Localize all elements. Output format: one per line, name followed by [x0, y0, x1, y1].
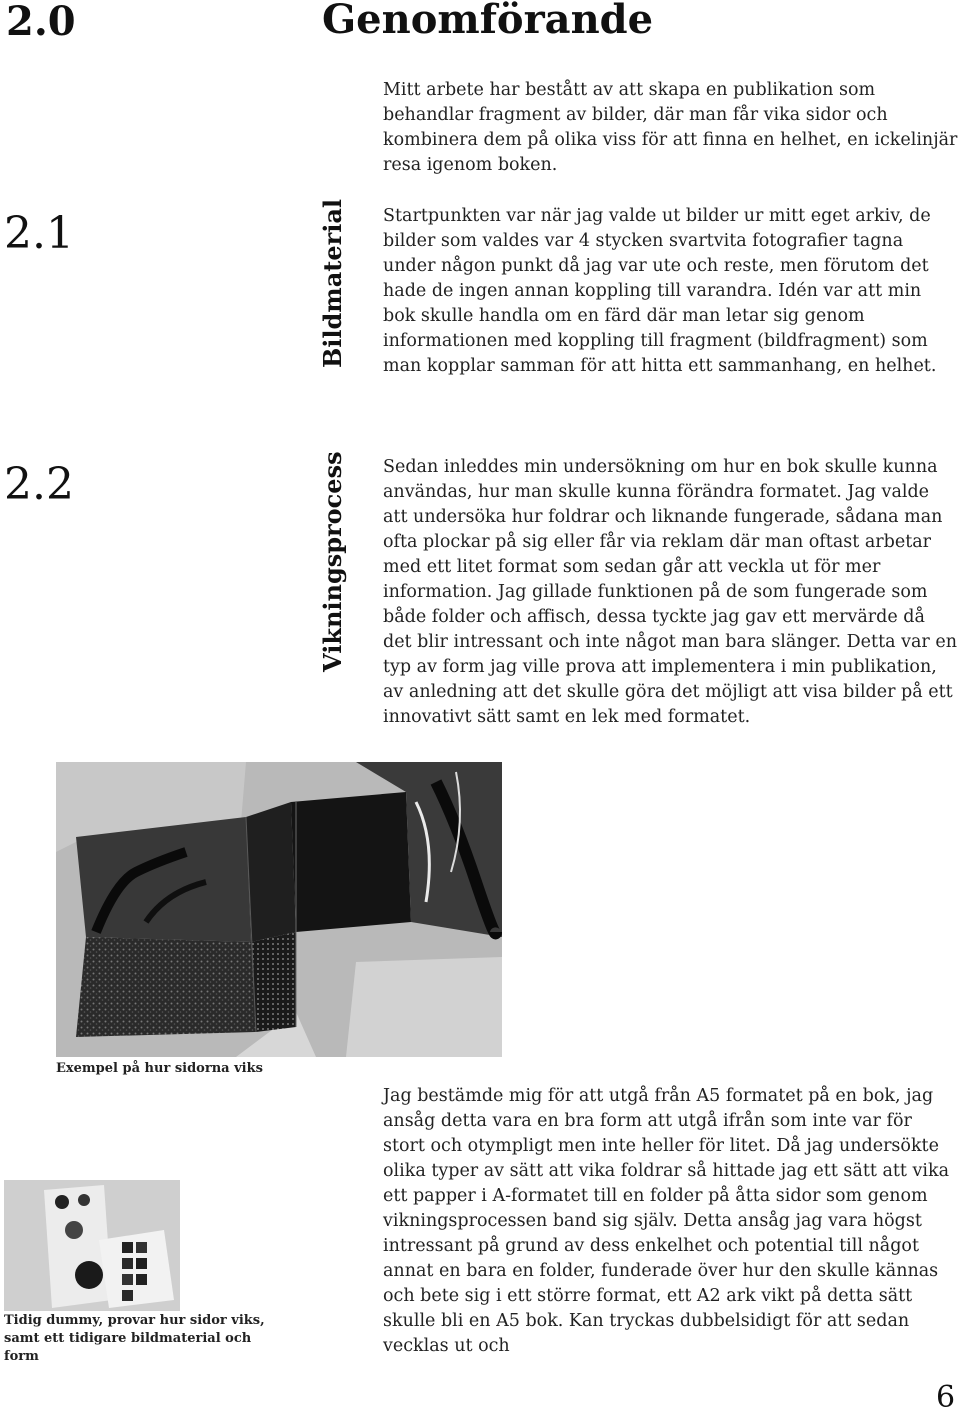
dummy-photo — [4, 1180, 180, 1311]
section-1-paragraph: Startpunkten var när jag valde ut bilder ur mitt eget arkiv, de bilder som valdes var 4 stycken svartvita fotografier tagna under någon punkt då jag var ute och reste, men förutom det hade de ingen annan koppling till varandra. Idén var att min bok skulle handla om en färd där man letar sig genom informationen med koppling till fragment (bildfragment) som man kopplar samman för att hitta ett sammanhang, en helhet. — [383, 206, 937, 376]
closing-paragraph: Jag bestämde mig för att utgå från A5 formatet på en bok, jag ansåg detta vara en bra form att utgå ifrån som inte var för stort och otympligt men inte heller för litet. Då jag undersökte olika typer av sätt att vika foldrar så hittade jag ett sätt att vika ett papper i A-formatet till en folder på åtta sidor som genom vikningsprocessen band sig själv. Detta ansåg jag vara högst intressant på grund av dess enkelhet och potential till något annat en bara en folder, funderade över hur den skulle kännas och bete sig i ett större format, ett A2 ark vikt på detta sätt skulle bli en A5 bok. Kan tryckas dubbelsidigt för att sedan vecklas ut och — [383, 1086, 950, 1356]
figure-1-caption: Exempel på hur sidorna viks — [56, 1061, 263, 1076]
intro-paragraph: Mitt arbete har bestått av att skapa en publikation som behandlar fragment av bilder, där man får vika sidor och kombinera dem på olika viss för att finna en helhet, en ickelinjär resa igenom boken. — [383, 80, 958, 175]
section-2-paragraph: Sedan inleddes min undersökning om hur en bok skulle kunna användas, hur man skulle kunna förändra formatet. Jag valde att undersöka hur foldrar och liknande fungerade, sådana man ofta plockar på sig eller får via reklam där man oftast arbetar med ett litet format som sedan går att veckla ut för mer information. Jag gillade funktionen på de som fungerade som både folder och affisch, dessa tyckte jag gav ett mervärde då det blir intressant och inte något man bara slänger. Detta var en typ av form jag ville prova att implementera i min publikation, av anledning att det skulle göra det möjligt att visa bilder på ett innovativt sätt samt en lek med formatet. — [383, 457, 957, 727]
page-title: Genomförande — [322, 0, 654, 43]
section-number-2-1: 2.1 — [4, 208, 74, 259]
section-number-2-0: 2.0 — [6, 0, 76, 45]
section-label-bildmaterial: Bildmaterial — [318, 198, 347, 368]
section-number-2-2: 2.2 — [4, 459, 74, 510]
folded-pages-photo — [56, 762, 502, 1057]
figure-2-caption: Tidig dummy, provar hur sidor viks, samt ett tidigare bildmaterial och form — [4, 1313, 265, 1364]
section-label-vikningsprocess: Vikningsprocess — [318, 451, 347, 672]
page-number: 6 — [936, 1380, 956, 1415]
